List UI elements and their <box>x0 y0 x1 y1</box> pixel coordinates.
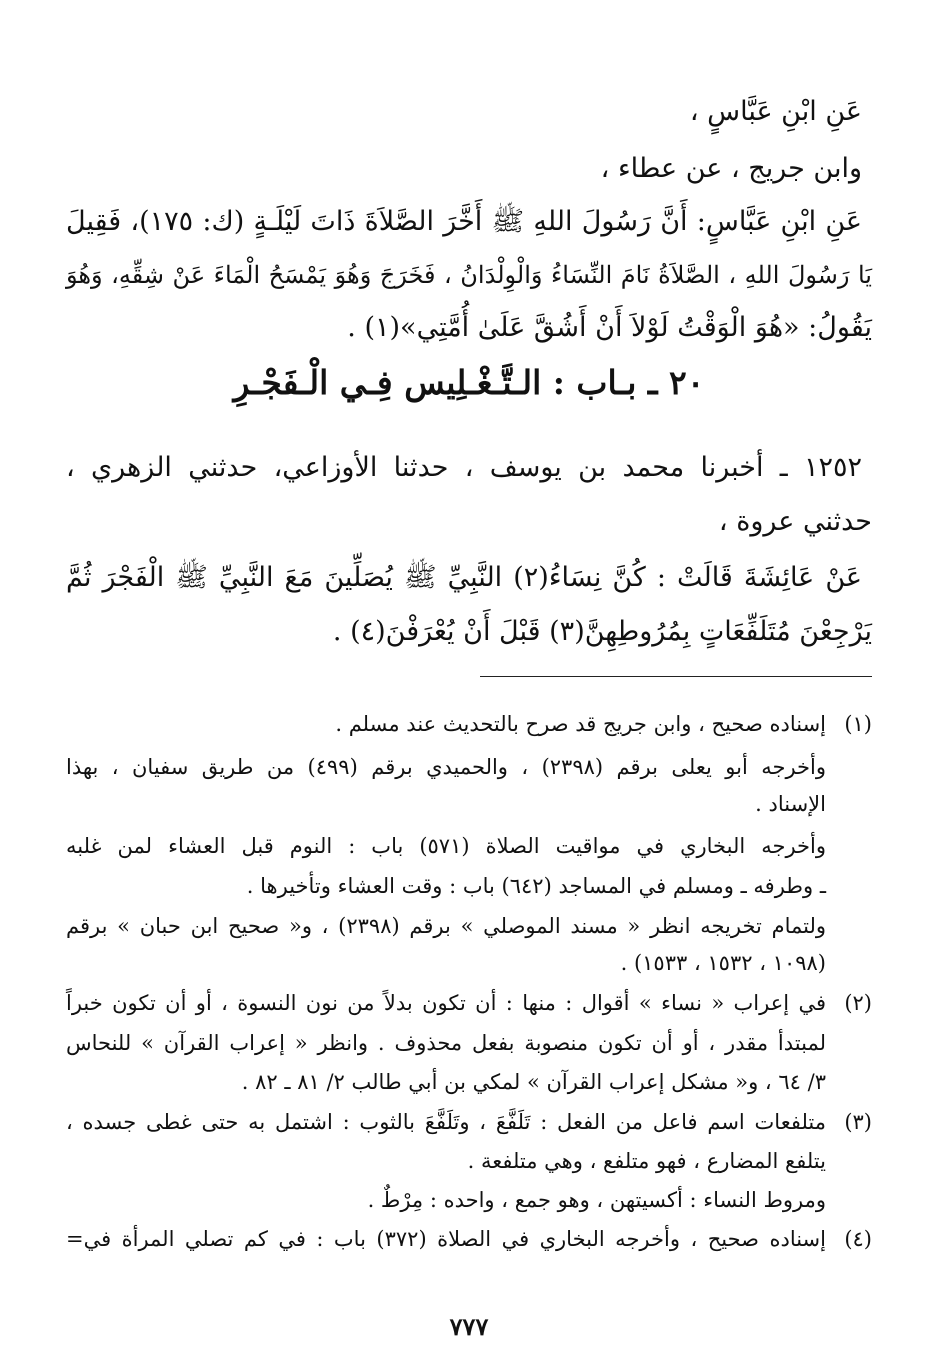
hadith-line: عَنْ عَائِشَةَ قَالَتْ : كُنَّ نِسَاءُ(٢) النَّبِيِّ ﷺ يُصَلِّينَ مَعَ النَّبِيِّ ﷺ الْفَجْرَ ثُمَّ <box>66 562 862 593</box>
chapter-heading: ٢٠ ـ بـاب : الـتَّـغْـلِيس فِـي الْـفَجْـرِ <box>233 363 705 402</box>
footnote-number: (٤) <box>844 1227 872 1251</box>
footnote-line: ومروط النساء : أكسيتهن ، وهو جمع ، واحده : مِرْطٌ . <box>367 1188 826 1212</box>
hadith-line: ١٢٥٢ ـ أخبرنا محمد بن يوسف ، حدثنا الأوزاعي، حدثني الزهري ، <box>66 452 862 483</box>
footnote-line: الإسناد . <box>755 792 826 816</box>
footnote-line: في إعراب « نساء » أقوال : منها : أن تكون بدلاً من نون النسوة ، أو أن تكون خبراً <box>66 991 826 1015</box>
footnote-line: ـ وطرفه ـ ومسلم في المساجد (٦٤٢) باب : وقت العشاء وتأخيرها . <box>246 874 826 898</box>
page-number: ٧٧٧ <box>449 1312 489 1341</box>
footnote-line: وأخرجه أبو يعلى برقم (٢٣٩٨) ، والحميدي برقم (٤٩٩) من طريق سفيان ، بهذا <box>66 755 826 779</box>
text-line: عَنِ ابْنِ عَبَّاسٍ ، <box>689 96 862 127</box>
footnote-line: يتلفع المضارع ، فهو متلفع ، وهي متلفعة . <box>467 1149 826 1173</box>
footnote-line: ٣/ ٦٤ ، و« مشكل إعراب القرآن » لمكي بن أبي طالب ٢/ ٨١ ـ ٨٢ . <box>241 1070 826 1094</box>
footnote-line: إسناده صحيح ، وأخرجه البخاري في الصلاة (٣٧٢) باب : في كم تصلي المرأة في= <box>66 1227 826 1251</box>
footnote-number: (١) <box>844 712 872 736</box>
text-line: عَنِ ابْنِ عَبَّاسٍ: أَنَّ رَسُولَ اللهِ ﷺ أَخَّرَ الصَّلاَةَ ذَاتَ لَيْلَـةٍ (ك: ١٧٥)، فَقِيلَ <box>66 206 862 237</box>
footnote-line: (١٠٩٨ ، ١٥٣٢ ، ١٥٣٣) . <box>620 951 826 975</box>
footnote-line: متلفعات اسم فاعل من الفعل : تَلَفَّعَ ، وتَلَفَّعَ بالثوب : اشتمل به حتى غطى جسده ، <box>66 1110 826 1134</box>
footnote-line: وأخرجه البخاري في مواقيت الصلاة (٥٧١) باب : النوم قبل العشاء لمن غلبه <box>66 834 826 858</box>
footnote-line: لمبتدأ مقدر ، أو أن تكون منصوبة بفعل محذوف . وانظر « إعراب القرآن » للنحاس <box>66 1031 826 1055</box>
footnote-line: إسناده صحيح ، وابن جريج قد صرح بالتحديث عند مسلم . <box>335 712 826 736</box>
footnote-number: (٣) <box>844 1110 872 1134</box>
footnote-line: ولتمام تخريجه انظر « مسند الموصلي » برقم (٢٣٩٨) ، و« صحيح ابن حبان » برقم <box>66 914 826 938</box>
footnote-separator <box>480 676 872 677</box>
hadith-line: يَرْجِعْنَ مُتَلَفِّعَاتٍ بِمُرُوطِهِنَّ(٣) قَبْلَ أَنْ يُعْرَفْنَ(٤) . <box>332 616 872 647</box>
text-line: يَا رَسُولَ اللهِ ، الصَّلاَةُ نَامَ النِّسَاءُ وَالْوِلْدَانُ ، فَخَرَجَ وَهُوَ يَمْسَحُ الْمَاءَ عَنْ شِقِّهِ، وَهُوَ <box>66 261 872 289</box>
footnote-number: (٢) <box>844 991 872 1015</box>
text-line: يَقُولُ: «هُوَ الْوَقْتُ لَوْلاَ أَنْ أَشُقَّ عَلَىٰ أُمَّتِي»(١) . <box>347 312 872 343</box>
hadith-line: حدثني عروة ، <box>718 506 872 537</box>
text-line: وابن جريج ، عن عطاء ، <box>600 153 862 184</box>
